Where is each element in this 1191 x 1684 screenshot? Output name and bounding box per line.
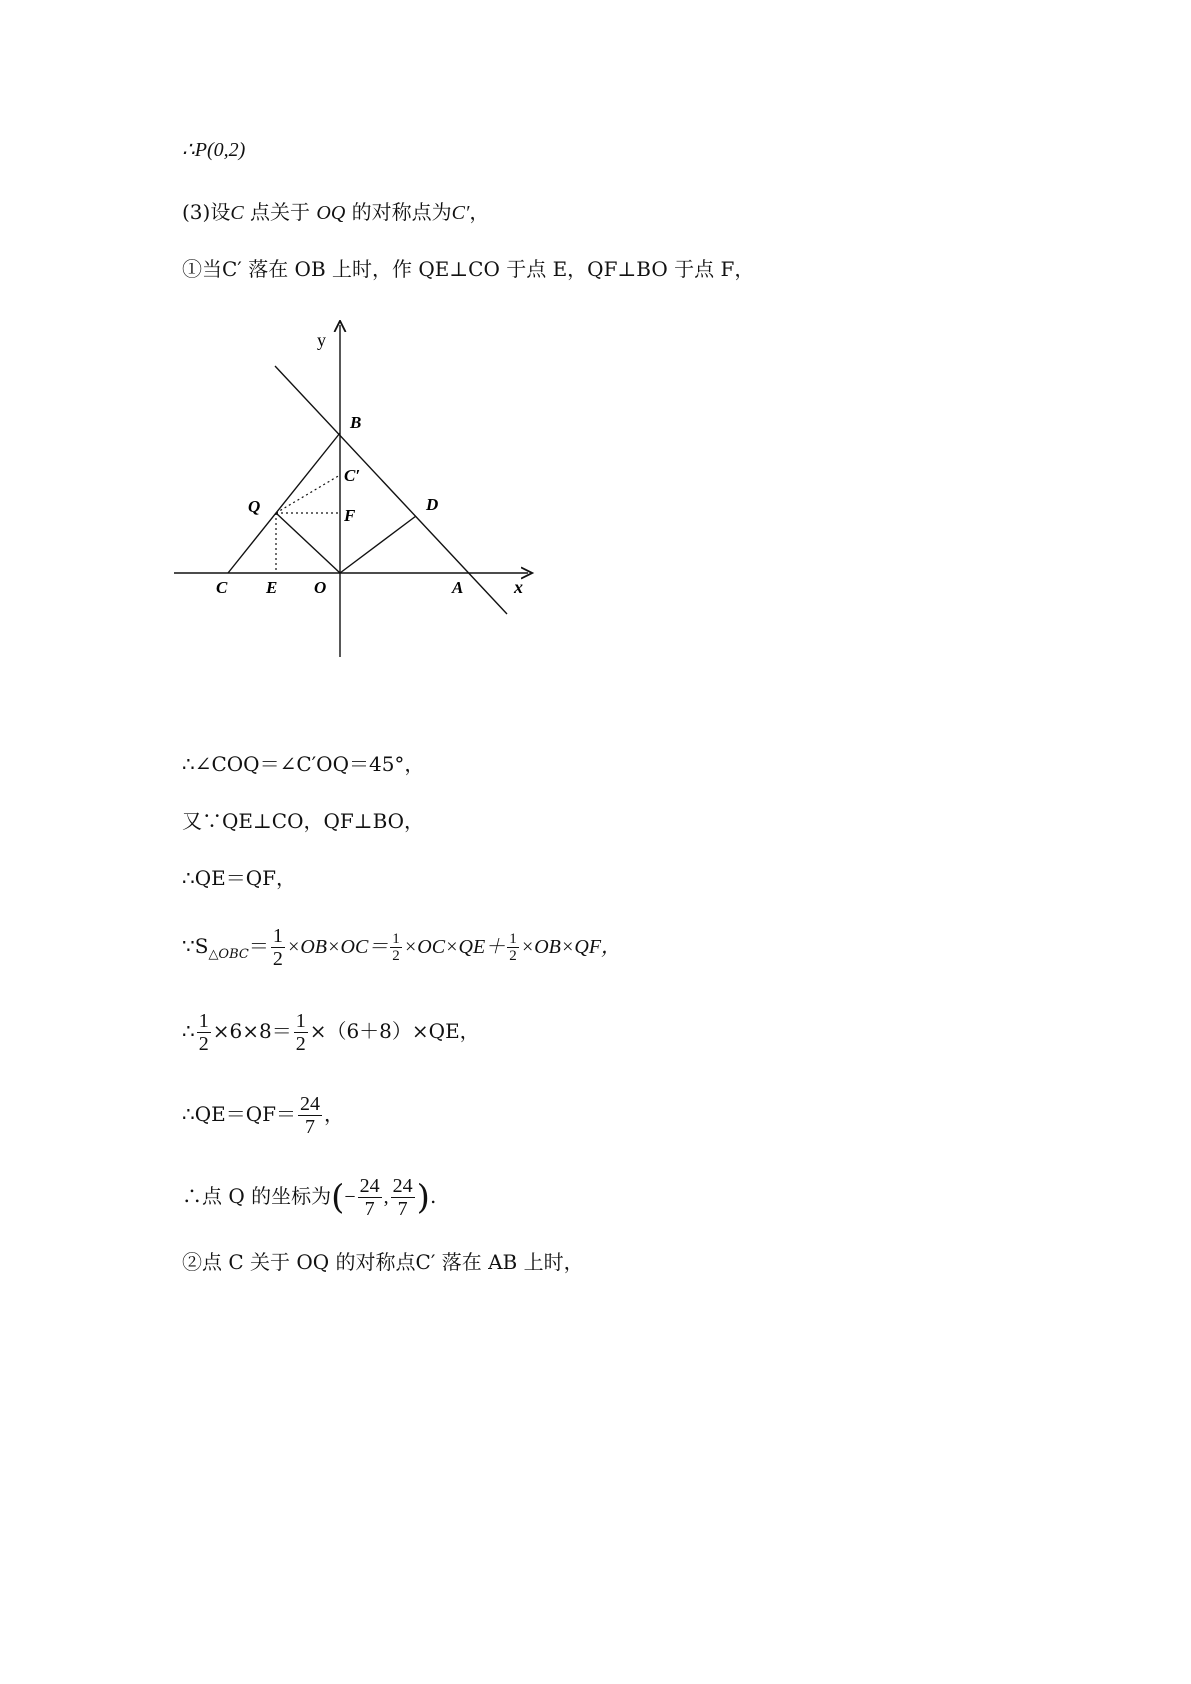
line-ab <box>275 366 507 614</box>
segment-oq <box>276 513 340 573</box>
dotted-qc-prime <box>276 475 340 513</box>
denominator: 7 <box>305 1116 315 1138</box>
label-o: O <box>314 578 327 597</box>
label-d: D <box>426 495 439 514</box>
segment: ， <box>324 1102 344 1126</box>
text-line-angle-equal: ∴∠COQ＝∠C′OQ＝45°， <box>182 752 425 776</box>
text-line-numeric-area <box>182 1010 480 1055</box>
label-q: Q <box>248 497 261 516</box>
left-paren: ( <box>331 1177 345 1218</box>
numerator: 1 <box>392 931 400 947</box>
text-line-perpendicular: 又∵QE⊥CO，QF⊥BO， <box>182 809 425 833</box>
label-b: B <box>350 413 362 432</box>
denominator: 2 <box>272 948 283 970</box>
segment: ×（6＋8）×QE， <box>309 1019 480 1043</box>
denominator: 7 <box>364 1198 375 1220</box>
text-line-area-equation <box>182 925 621 970</box>
denominator: 2 <box>509 948 517 964</box>
segment: 的对称点为 <box>345 200 452 224</box>
segment: C′ <box>451 202 470 224</box>
fraction-half-small <box>390 931 402 964</box>
numerator: 1 <box>295 1010 306 1032</box>
segment: ， <box>469 200 490 224</box>
segment: ×OC×QE＋ <box>403 936 506 958</box>
segment: ×OB×OC＝ <box>286 936 389 958</box>
denominator: 7 <box>397 1198 408 1220</box>
text-line-q-coordinate <box>182 1175 436 1220</box>
label-a: A <box>452 578 464 597</box>
right-paren: ) <box>416 1177 430 1218</box>
text-line-qe-value <box>182 1093 344 1138</box>
denominator: 2 <box>392 948 400 964</box>
numerator: 24 <box>300 1093 320 1115</box>
segment: ×6×8＝ <box>212 1019 292 1043</box>
segment: . <box>429 1184 437 1208</box>
coordinate-figure <box>170 320 550 660</box>
segment: ∴ <box>182 1019 195 1043</box>
line-cb <box>228 433 340 573</box>
label-e: E <box>266 578 278 597</box>
numerator: 1 <box>198 1010 209 1032</box>
segment: 点关于 <box>243 200 317 224</box>
text-line-p-coordinate: ∴P(0,2) <box>182 139 246 161</box>
fraction-half <box>197 1010 211 1055</box>
label-f: F <box>344 506 356 525</box>
segment: ∴点 Q 的坐标为 <box>182 1184 332 1208</box>
segment: OQ <box>316 202 346 224</box>
segment: ∴QE＝QF＝ <box>182 1102 296 1126</box>
segment: C <box>230 202 244 224</box>
segment: ∵S <box>182 934 209 958</box>
label-c-prime: C′ <box>344 466 361 485</box>
label-c: C <box>216 578 228 597</box>
label-y: y <box>317 330 326 350</box>
fraction-24-7 <box>391 1175 415 1220</box>
segment: − <box>344 1186 356 1208</box>
numerator: 24 <box>392 1175 413 1197</box>
segment: ＝ <box>248 934 269 958</box>
denominator: 2 <box>295 1033 306 1055</box>
fraction-half <box>271 925 285 970</box>
segment: , <box>383 1186 389 1208</box>
denominator: 2 <box>198 1033 209 1055</box>
subscript: △OBC <box>208 947 249 962</box>
text-line-case-two: ②点 C 关于 OQ 的对称点C′ 落在 AB 上时， <box>182 1250 584 1274</box>
text-line-qe-equals-qf: ∴QE＝QF， <box>182 866 296 890</box>
numerator: 1 <box>509 931 517 947</box>
segment: (3)设 <box>182 200 231 224</box>
text-line-symmetric-point-intro <box>182 198 489 227</box>
fraction-half <box>294 1010 308 1055</box>
text-line-case-one: ①当C′ 落在 OB 上时，作 QE⊥CO 于点 E，QF⊥BO 于点 F， <box>182 257 755 281</box>
numerator: 1 <box>272 925 283 947</box>
label-x: x <box>514 577 523 597</box>
numerator: 24 <box>359 1175 380 1197</box>
segment: ×OB×QF， <box>520 936 622 958</box>
fraction-24-7 <box>358 1175 382 1220</box>
fraction-half-small <box>507 931 519 964</box>
fraction-24-7 <box>298 1093 322 1138</box>
